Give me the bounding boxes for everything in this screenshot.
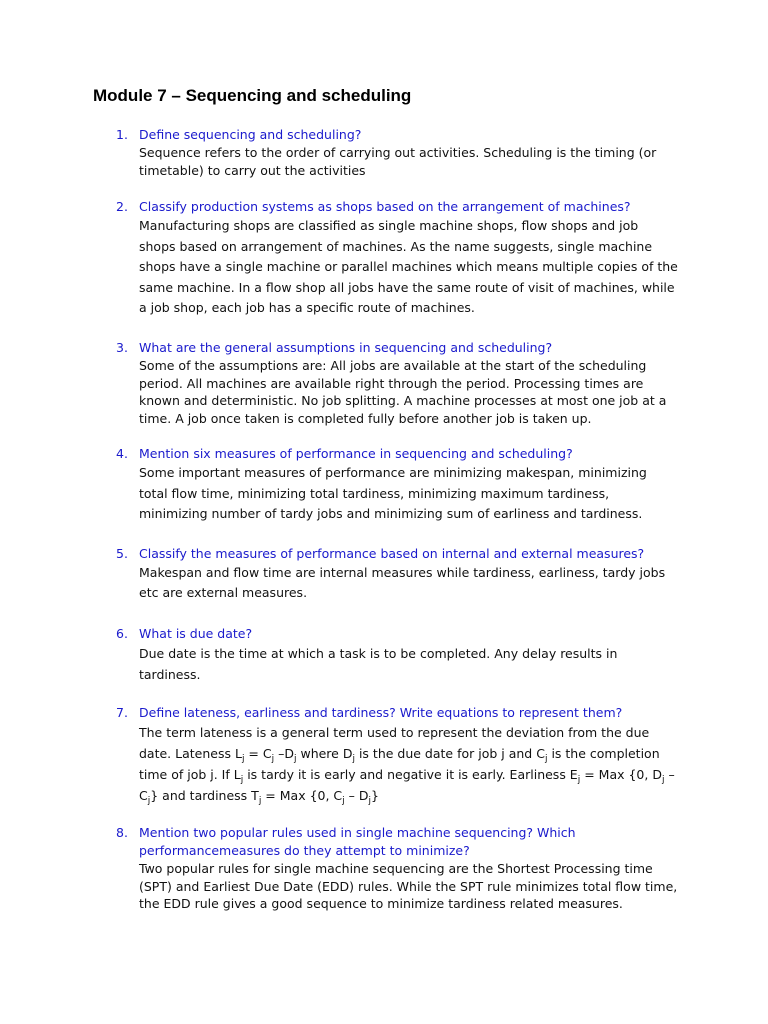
answer-line: Some important measures of performance are minimizing makespan, minimizing [139,465,647,480]
answer-line: period. All machines are available right through the period. Processing times are [139,375,644,391]
question-heading [116,625,686,643]
answer-line: Two popular rules for single machine sequencing are the Shortest Processing time [139,861,653,876]
answer-text [139,463,686,525]
answer-text [139,643,686,685]
question-heading [116,126,686,144]
answer-line: Due date is the time at which a task is to be completed. Any delay results in [139,646,618,661]
question-8 [116,824,686,913]
answer-line: the EDD rule gives a good sequence to minimize tardiness related measures. [139,896,623,911]
answer-line: known and deterministic. No job splitting. A machine processes at most one job at a [139,393,667,408]
answer-line: Manufacturing shops are classified as single machine shops, flow shops and job [139,218,639,233]
question-text: Classify production systems as shops based on the arrangement of machines? [139,199,631,214]
answer-line: Sequence refers to the order of carrying out activities. Scheduling is the timing (or [139,145,657,160]
answer-line: Some of the assumptions are: All jobs are available at the start of the scheduling [139,358,647,373]
answer-line: timetable) to carry out the activities [139,163,366,178]
question-2 [116,198,686,319]
question-number: 5. [116,546,128,561]
question-7 [116,704,686,806]
answer-text [139,860,686,913]
question-text: Mention six measures of performance in sequencing and scheduling? [139,446,573,461]
answer-text [139,216,686,319]
question-number: 8. [116,825,128,840]
answer-text [139,357,686,427]
question-text: Define lateness, earliness and tardiness? Write equations to represent them? [139,705,623,720]
question-5 [116,545,686,602]
page-title: Module 7 – Sequencing and scheduling [93,86,412,105]
answer-line: minimizing number of tardy jobs and minimizing sum of earliness and tardiness. [139,506,643,521]
answer-line: etc are external measures. [139,584,308,600]
answer-line: tardiness. [139,667,201,682]
answer-line: shops based on arrangement of machines. As the name suggests, single machine [139,238,653,254]
question-4 [116,445,686,525]
question-heading [116,445,686,463]
answer-line: $C_j$} and tardiness $T_j$ = Max {0, $C_j - D_j$} [139,788,379,806]
question-heading [116,704,686,722]
question-text: What are the general assumptions in sequencing and scheduling? [139,340,553,355]
question-3 [116,339,686,427]
question-heading [116,545,686,563]
question-number: 4. [116,446,128,461]
answer-line: time of job j. If $L_j$ is tardy it is early and negative it is early. Earliness $E_j$ = Max {0, $D_j$ – [139,767,675,785]
answer-line: a job shop, each job has a specific route of machines. [139,300,475,316]
question-heading [116,339,686,357]
question-number: 1. [116,127,128,142]
answer-line: time. A job once taken is completed fully before another job is taken up. [139,410,592,426]
answer-line: same machine. In a flow shop all jobs have the same route of visit of machines, while [139,279,675,295]
question-number: 3. [116,340,128,355]
answer-line: shops have a single machine or parallel machines which means multiple copies of the [139,259,678,275]
answer-text [139,144,686,180]
question-text: Mention two popular rules used in single machine sequencing? Which performancemeasures do they attempt to minimize? [139,825,576,858]
question-number: 7. [116,705,128,720]
answer-text [139,722,686,806]
answer-line: Makespan and flow time are internal measures while tardiness, earliness, tardy jobs [139,565,666,580]
answer-line: The term lateness is a general term used to represent the deviation from the due [139,725,650,740]
answer-line: date. Lateness $L_j = C_j$ $-D_j$ where $D_j$ is the due date for job j and $C_j$ is the completion [139,746,660,764]
question-6 [116,625,686,685]
answer-text [139,563,686,602]
question-number: 2. [116,199,128,214]
question-number: 6. [116,626,128,641]
answer-line: (SPT) and Earliest Due Date (EDD) rules. While the SPT rule minimizes total flow time, [139,878,678,894]
answer-line: total flow time, minimizing total tardiness, minimizing maximum tardiness, [139,485,610,501]
question-text: Define sequencing and scheduling? [139,127,362,142]
question-heading [116,824,686,860]
question-text: What is due date? [139,626,253,641]
question-heading [116,198,686,216]
question-text: Classify the measures of performance based on internal and external measures? [139,546,645,561]
question-1 [116,126,686,180]
